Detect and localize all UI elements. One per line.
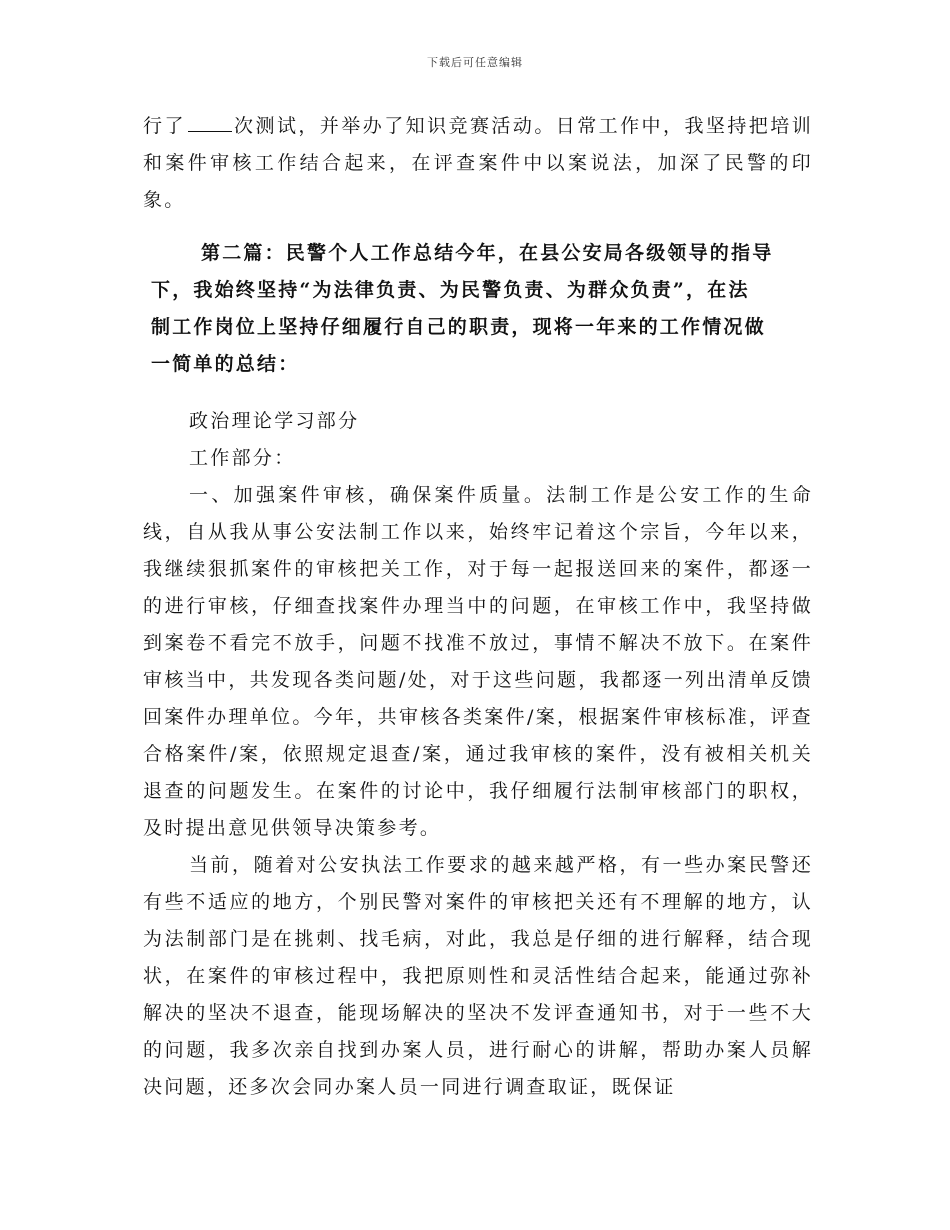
intro-text-before-blank: 行了 [143, 115, 186, 137]
heading-line: 下，我始终坚持“为法律负责、为民警负责、为群众负责”，在法 [151, 279, 750, 301]
heading-line: 制工作岗位上坚持仔细履行自己的职责，现将一年来的工作情况做 [151, 316, 766, 338]
paragraph-case-review: 一、加强案件审核，确保案件质量。法制工作是公安工作的生命线，自从我从事公安法制工作以来，始终牢记着这个宗旨，今年以来，我继续狠抓案件的审核把关工作，对于每一起报送回来的案件，都逐一的进行审核，仔细查找案件办理当中的问题，在审核工作中，我坚持做到案卷不看完不放手，问题不找准不放过，事情不解决不放下。在案件审核当中，共发现各类问题/处，对于这些问题，我都逐一列出清单反馈回案件办理单位。今年，共审核各类案件/案，根据案件审核标准，评查合格案件/案，依照规定退查/案，通过我审核的案件，没有被相关机关退查的问题发生。在案件的讨论中，我仔细履行法制审核部门的职权，及时提出意见供领导决策参考。 [143, 484, 813, 839]
paragraph-current-situation: 当前，随着对公安执法工作要求的越来越严格，有一些办案民警还有些不适应的地方，个别民警对案件的审核把关还有不理解的地方，认为法制部门是在挑刺、找毛病，对此，我总是仔细的进行解释，结合现状，在案件的审核过程中，我把原则性和灵活性结合起来，能通过弥补解决的坚决不退查，能现场解决的坚决不发评查通知书，对于一些不大的问题，我多次亲自找到办案人员，进行耐心的讲解，帮助办案人员解决问题，还多次会同办案人员一同进行调查取证，既保证 [143, 854, 813, 1098]
heading-line: 一简单的总结： [151, 353, 300, 375]
heading-line: 第二篇：民警个人工作总结今年，在县公安局各级领导的指导 [201, 242, 774, 264]
page-header: 下载后可任意编辑 [427, 56, 523, 69]
paragraph-work-section: 工作部分： [189, 447, 296, 469]
paragraph-political-study: 政治理论学习部分 [189, 410, 360, 432]
intro-paragraph [143, 108, 813, 219]
fill-in-blank [188, 113, 232, 132]
intro-text-after-blank: 次测试，并举办了知识竞赛活动。日常工作中，我坚持把培训和案件审核工作结合起来，在评查案件中以案说法，加深了民警的印象。 [143, 115, 813, 211]
section-heading [143, 235, 813, 383]
document-body [143, 108, 813, 1106]
